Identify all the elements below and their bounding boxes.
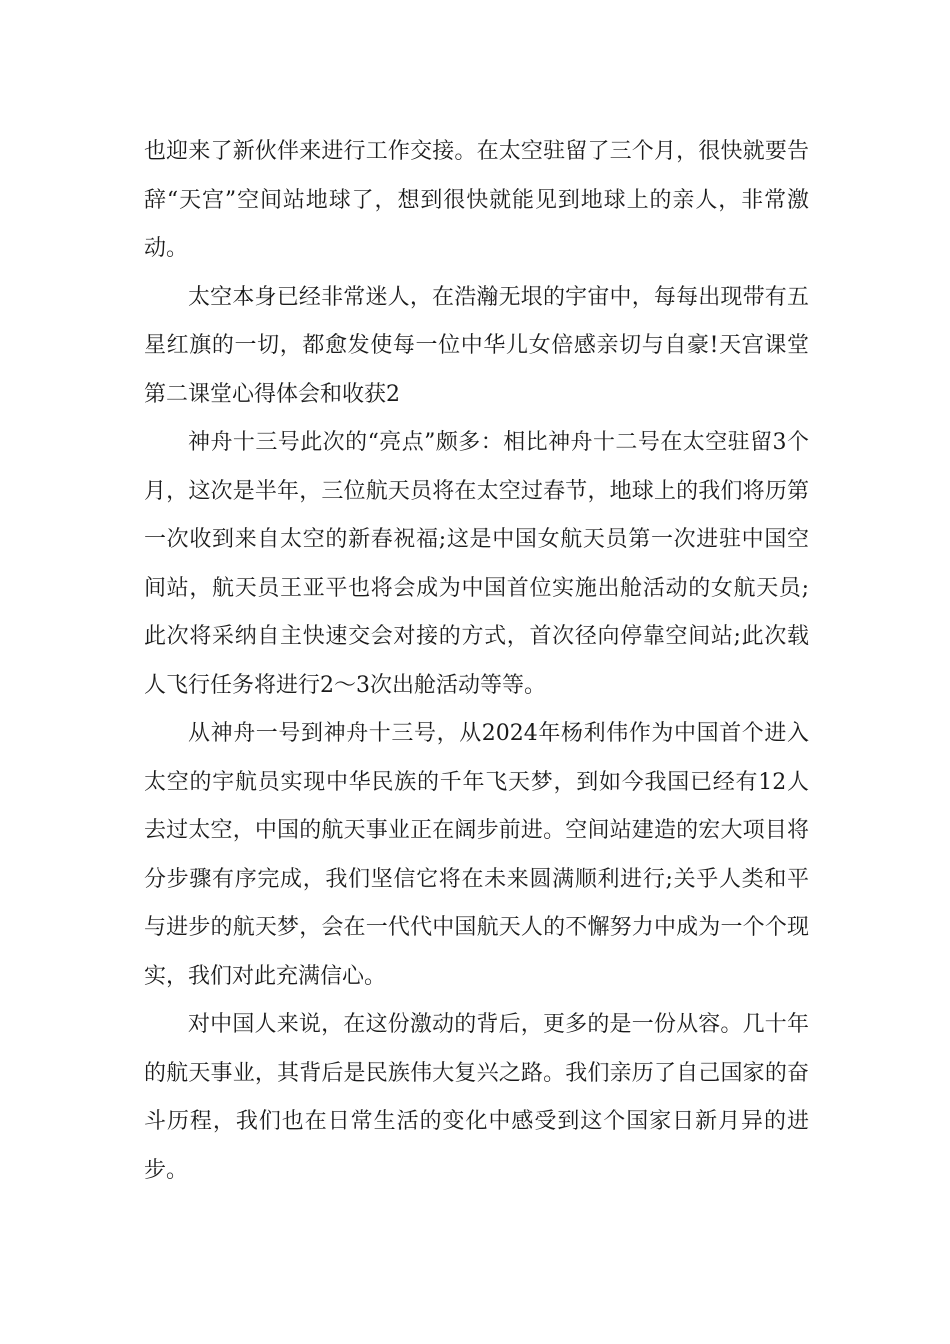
paragraph-shenzhou-13-highlights: 神舟十三号此次的“亮点”颇多：相比神舟十二号在太空驻留3个月，这次是半年，三位航天员将在太空过春节，地球上的我们将历第一次收到来自太空的新春祝福;这是中国女航天员第一次进驻中国空间站，航天员王亚平也将会成为中国首位实施出舱活动的女航天员;此次将采纳自主快速交会对接的方式，首次径向停靠空间站;此次载人飞行任务将进行2～3次出舱活动等等。	[144, 430, 809, 698]
paragraph-space-fascination: 太空本身已经非常迷人，在浩瀚无垠的宇宙中，每每出现带有五星红旗的一切，都愈发使每一位中华儿女倍感亲切与自豪!天宫课堂第二课堂心得体会和收获2	[144, 284, 809, 407]
paragraph-continued: 也迎来了新伙伴来进行工作交接。在太空驻留了三个月，很快就要告辞“天宫”空间站地球了，想到很快就能见到地球上的亲人，非常激动。	[144, 139, 809, 261]
paragraph-space-program-progress: 从神舟一号到神舟十三号，从2024年杨利伟作为中国首个进入太空的宇航员实现中华民族的千年飞天梦，到如今我国已经有12人去过太空，中国的航天事业正在阔步前进。空间站建造的宏大项目将分步骤有序完成，我们坚信它将在未来圆满顺利进行;关乎人类和平与进步的航天梦，会在一代代中国航天人的不懈努力中成为一个个现实，我们对此充满信心。	[144, 721, 809, 989]
paragraph-national-rejuvenation: 对中国人来说，在这份激动的背后，更多的是一份从容。几十年的航天事业，其背后是民族伟大复兴之路。我们亲历了自己国家的奋斗历程，我们也在日常生活的变化中感受到这个国家日新月异的进步。	[144, 1012, 809, 1183]
document-body	[144, 128, 809, 1195]
